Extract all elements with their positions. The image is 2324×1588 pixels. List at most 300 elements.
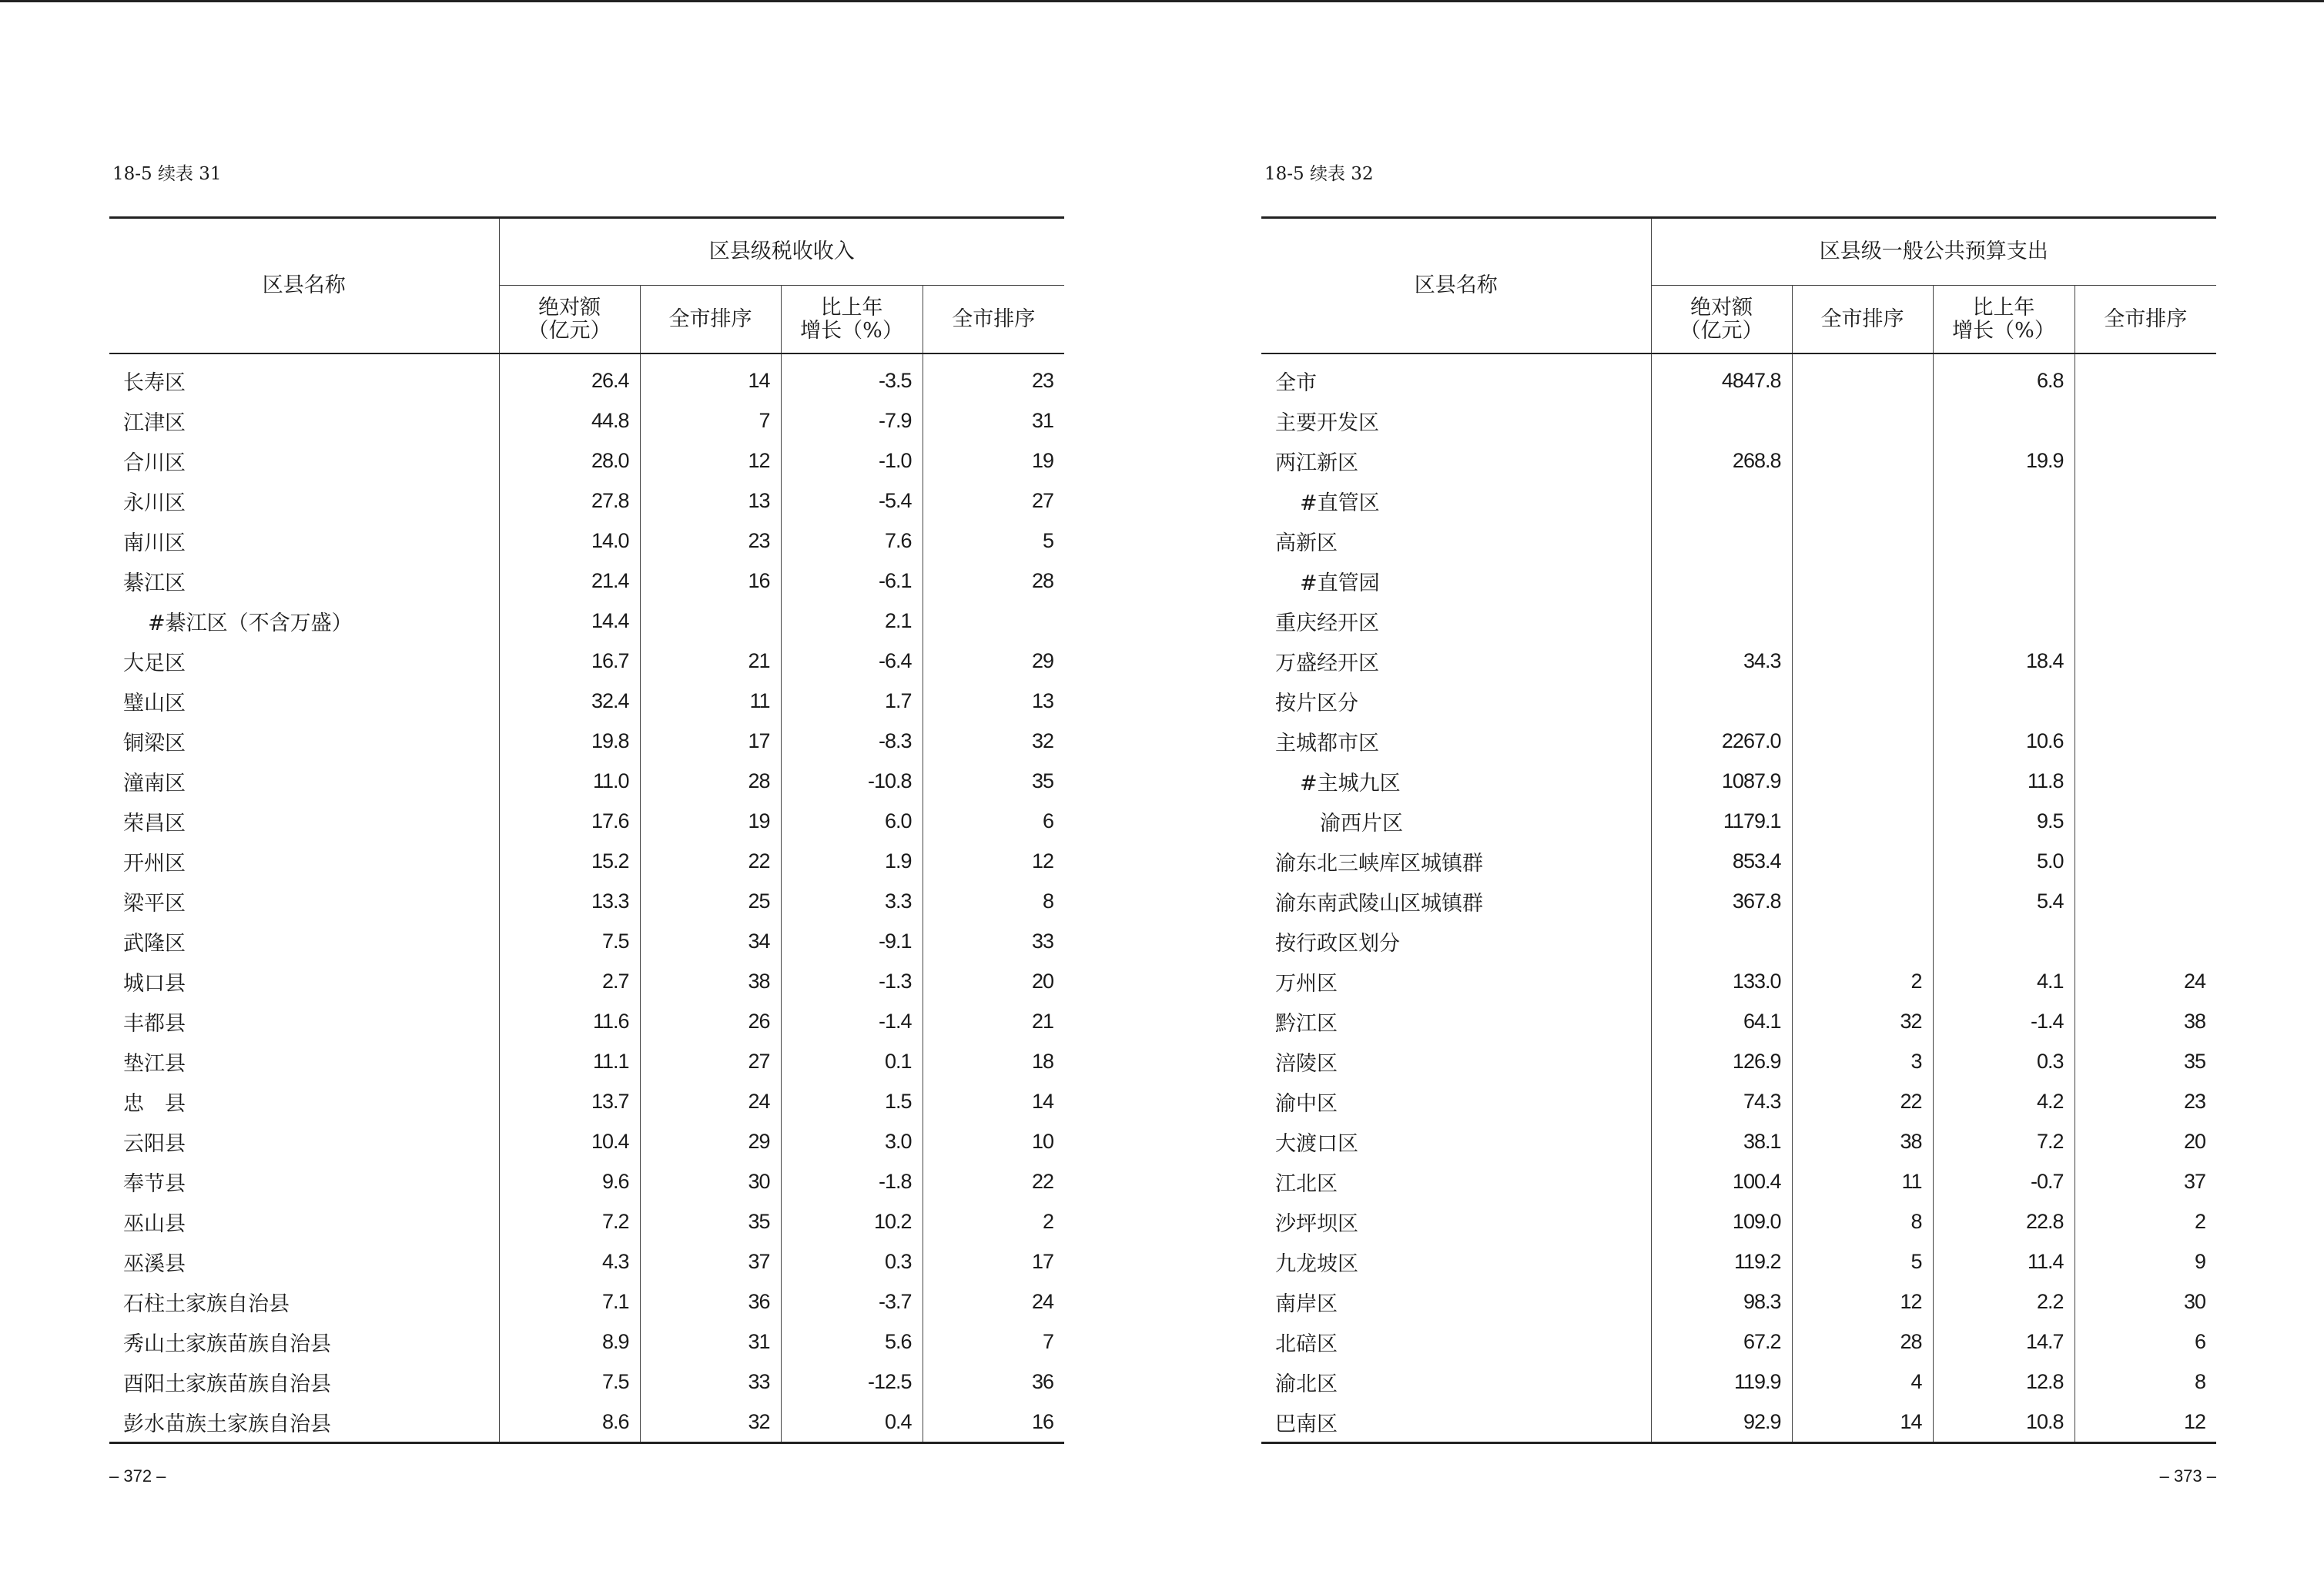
rank-cell: 38 <box>640 961 781 1001</box>
rank-cell: 28 <box>1792 1322 1933 1362</box>
growth-rank-cell <box>2075 761 2216 801</box>
rank-cell <box>1792 353 1933 400</box>
rank-cell: 32 <box>640 1402 781 1443</box>
table-row <box>109 641 1064 681</box>
table-row <box>1261 1081 2216 1121</box>
district-name-cell: 重庆经开区 <box>1275 611 1379 635</box>
table-row <box>109 921 1064 961</box>
growth-rank-cell: 2 <box>2075 1201 2216 1241</box>
right-page <box>1261 0 2216 1588</box>
absolute-amount-cell: 64.1 <box>1651 1001 1792 1041</box>
rank-cell <box>1792 921 1933 961</box>
growth-cell: 7.6 <box>781 521 923 561</box>
growth-cell: 4.2 <box>1933 1081 2075 1121</box>
table-row <box>109 961 1064 1001</box>
table-row <box>1261 921 2216 961</box>
growth-cell: 11.8 <box>1933 761 2075 801</box>
rank-cell <box>1792 601 1933 641</box>
rank-cell <box>1792 521 1933 561</box>
district-name-cell: 江北区 <box>1275 1171 1338 1196</box>
district-name-cell: 巫山县 <box>123 1211 186 1236</box>
absolute-amount-cell: 7.1 <box>499 1281 640 1322</box>
rank-cell: 27 <box>640 1041 781 1081</box>
district-name-cell: 涪陵区 <box>1275 1051 1338 1076</box>
rank-cell: 24 <box>640 1081 781 1121</box>
rank-cell: 34 <box>640 921 781 961</box>
left-page <box>109 0 1064 1588</box>
rank-cell: 12 <box>1792 1281 1933 1322</box>
page-number: – 372 – <box>109 1466 166 1486</box>
growth-cell: -5.4 <box>781 481 923 521</box>
growth-cell: 6.8 <box>1933 353 2075 400</box>
growth-rank-cell <box>2075 353 2216 400</box>
growth-rank-cell: 38 <box>2075 1001 2216 1041</box>
district-name-cell: 九龙坡区 <box>1275 1251 1358 1276</box>
growth-cell: -1.0 <box>781 441 923 481</box>
growth-rank-cell <box>2075 921 2216 961</box>
rank-cell <box>1792 561 1933 601</box>
growth-rank-cell <box>2075 601 2216 641</box>
table-row <box>109 681 1064 721</box>
rank-cell <box>1792 761 1933 801</box>
table-row <box>1261 1322 2216 1362</box>
table-row <box>1261 1362 2216 1402</box>
growth-cell: -1.4 <box>781 1001 923 1041</box>
tax-revenue-table <box>109 216 1064 1444</box>
district-name-cell: 永川区 <box>123 491 186 515</box>
absolute-amount-cell: 2.7 <box>499 961 640 1001</box>
table-row <box>1261 641 2216 681</box>
growth-rank-cell: 33 <box>923 921 1064 961</box>
absolute-amount-cell: 92.9 <box>1651 1402 1792 1443</box>
district-name-cell: 按行政区划分 <box>1275 931 1400 956</box>
district-name-cell: 合川区 <box>123 451 186 475</box>
growth-rank-cell: 10 <box>923 1121 1064 1161</box>
district-name-cell: 主要开发区 <box>1275 410 1379 435</box>
absolute-amount-cell: 268.8 <box>1651 441 1792 481</box>
growth-rank-cell: 28 <box>923 561 1064 601</box>
absolute-amount-cell: 14.0 <box>499 521 640 561</box>
table-row <box>1261 961 2216 1001</box>
growth-rank-cell: 35 <box>2075 1041 2216 1081</box>
district-name-cell: 渝东南武陵山区城镇群 <box>1275 891 1483 916</box>
table-row <box>109 481 1064 521</box>
absolute-amount-cell: 100.4 <box>1651 1161 1792 1201</box>
table-row <box>1261 481 2216 521</box>
table-row <box>1261 400 2216 441</box>
rank-cell: 29 <box>640 1121 781 1161</box>
district-name-cell: 丰都县 <box>123 1011 186 1036</box>
growth-rank-cell <box>2075 481 2216 521</box>
absolute-amount-cell: 13.7 <box>499 1081 640 1121</box>
growth-rank-cell: 37 <box>2075 1161 2216 1201</box>
district-name-cell: 潼南区 <box>123 771 186 796</box>
growth-rank-cell: 24 <box>923 1281 1064 1322</box>
table-caption: 18-5 续表 32 <box>1264 164 1374 184</box>
table-row <box>1261 1001 2216 1041</box>
district-name-cell: 黔江区 <box>1275 1011 1338 1036</box>
district-name-cell: 长寿区 <box>123 370 186 395</box>
column-header-growth-rank: 全市排序 <box>923 286 1064 354</box>
growth-cell: 5.0 <box>1933 841 2075 881</box>
table-row <box>1261 681 2216 721</box>
growth-cell: -0.7 <box>1933 1161 2075 1201</box>
growth-rank-cell: 16 <box>923 1402 1064 1443</box>
rank-cell: 31 <box>640 1322 781 1362</box>
growth-cell: -12.5 <box>781 1362 923 1402</box>
table-row <box>1261 1041 2216 1081</box>
column-header-district-name: 区县名称 <box>109 218 499 354</box>
district-name-cell: 巴南区 <box>1261 1402 1651 1443</box>
district-name-cell: 渝中区 <box>1275 1091 1338 1116</box>
rank-cell: 19 <box>640 801 781 841</box>
district-name-cell: 璧山区 <box>123 691 186 715</box>
rank-cell: 38 <box>1792 1121 1933 1161</box>
table-row <box>109 441 1064 481</box>
table-row <box>109 761 1064 801</box>
absolute-amount-cell: 133.0 <box>1651 961 1792 1001</box>
district-name-cell: 渝西片区 <box>1320 811 1403 836</box>
absolute-amount-cell: 98.3 <box>1651 1281 1792 1322</box>
rank-cell: 8 <box>1792 1201 1933 1241</box>
column-header-rank: 全市排序 <box>1792 286 1933 354</box>
rank-cell: 36 <box>640 1281 781 1322</box>
absolute-amount-cell: 34.3 <box>1651 641 1792 681</box>
absolute-amount-cell <box>1651 400 1792 441</box>
absolute-amount-cell: 15.2 <box>499 841 640 881</box>
rank-cell: 30 <box>640 1161 781 1201</box>
rank-cell: 14 <box>1792 1402 1933 1443</box>
growth-rank-cell: 18 <box>923 1041 1064 1081</box>
district-name-cell: 沙坪坝区 <box>1275 1211 1358 1236</box>
district-name-cell: 两江新区 <box>1275 451 1358 475</box>
rank-cell: 16 <box>640 561 781 601</box>
absolute-amount-cell: 11.0 <box>499 761 640 801</box>
column-group-header: 区县级税收收入 <box>499 218 1064 286</box>
district-name-cell: 万盛经开区 <box>1275 651 1379 675</box>
growth-rank-cell: 2 <box>923 1201 1064 1241</box>
district-name-cell: 城口县 <box>123 971 186 996</box>
district-name-cell: #直管园 <box>1300 571 1380 595</box>
growth-rank-cell: 31 <box>923 400 1064 441</box>
table-row <box>109 841 1064 881</box>
district-name-cell: 垫江县 <box>123 1051 186 1076</box>
column-group-header: 区县级一般公共预算支出 <box>1651 218 2216 286</box>
rank-cell: 35 <box>640 1201 781 1241</box>
table-row <box>1261 761 2216 801</box>
district-name-cell: 巫溪县 <box>123 1251 186 1276</box>
district-name-cell: 石柱土家族自治县 <box>123 1292 290 1316</box>
district-name-cell: 酉阳土家族苗族自治县 <box>123 1372 331 1396</box>
rank-cell <box>1792 881 1933 921</box>
absolute-amount-cell: 38.1 <box>1651 1121 1792 1161</box>
table-row <box>109 561 1064 601</box>
district-name-cell: 主城都市区 <box>1275 731 1379 755</box>
growth-cell: 12.8 <box>1933 1362 2075 1402</box>
absolute-amount-cell <box>1651 481 1792 521</box>
growth-cell: -9.1 <box>781 921 923 961</box>
growth-cell: 7.2 <box>1933 1121 2075 1161</box>
column-header-absolute-amount: 绝对额 （亿元） <box>1651 286 1792 354</box>
district-name-cell: 梁平区 <box>123 891 186 916</box>
column-header-rank: 全市排序 <box>640 286 781 354</box>
absolute-amount-cell: 17.6 <box>499 801 640 841</box>
growth-cell: 14.7 <box>1933 1322 2075 1362</box>
growth-rank-cell <box>2075 400 2216 441</box>
table-row <box>109 1201 1064 1241</box>
absolute-amount-cell: 119.9 <box>1651 1362 1792 1402</box>
table-row <box>109 601 1064 641</box>
table-row <box>1261 353 2216 400</box>
growth-rank-cell <box>2075 721 2216 761</box>
table-row <box>109 1322 1064 1362</box>
rank-cell: 3 <box>1792 1041 1933 1081</box>
rank-cell: 32 <box>1792 1001 1933 1041</box>
absolute-amount-cell: 4.3 <box>499 1241 640 1281</box>
growth-rank-cell: 14 <box>923 1081 1064 1121</box>
district-name-cell: 全市 <box>1275 370 1317 395</box>
growth-rank-cell: 23 <box>2075 1081 2216 1121</box>
rank-cell <box>1792 400 1933 441</box>
table-body <box>109 353 1064 1443</box>
absolute-amount-cell: 8.9 <box>499 1322 640 1362</box>
growth-cell: 6.0 <box>781 801 923 841</box>
absolute-amount-cell: 119.2 <box>1651 1241 1792 1281</box>
absolute-amount-cell: 367.8 <box>1651 881 1792 921</box>
table-row <box>109 721 1064 761</box>
growth-cell: -6.4 <box>781 641 923 681</box>
absolute-amount-cell: 126.9 <box>1651 1041 1792 1081</box>
growth-rank-cell: 29 <box>923 641 1064 681</box>
growth-cell: -3.7 <box>781 1281 923 1322</box>
growth-cell: 10.2 <box>781 1201 923 1241</box>
rank-cell <box>640 601 781 641</box>
table-row <box>109 1161 1064 1201</box>
growth-rank-cell: 24 <box>2075 961 2216 1001</box>
absolute-amount-cell: 28.0 <box>499 441 640 481</box>
growth-rank-cell: 20 <box>923 961 1064 1001</box>
district-name-cell: 渝北区 <box>1275 1372 1338 1396</box>
table-row <box>1261 1281 2216 1322</box>
growth-rank-cell <box>2075 841 2216 881</box>
table-row <box>109 1281 1064 1322</box>
growth-cell <box>1933 481 2075 521</box>
growth-rank-cell: 6 <box>923 801 1064 841</box>
table-row <box>1261 601 2216 641</box>
column-header-growth-rank: 全市排序 <box>2075 286 2216 354</box>
table-body <box>1261 353 2216 1443</box>
district-name-cell: 南岸区 <box>1275 1292 1338 1316</box>
table-row <box>109 1241 1064 1281</box>
growth-rank-cell: 12 <box>923 841 1064 881</box>
table-row <box>1261 1201 2216 1241</box>
district-name-cell: 武隆区 <box>123 931 186 956</box>
absolute-amount-cell: 853.4 <box>1651 841 1792 881</box>
rank-cell <box>1792 441 1933 481</box>
growth-cell: 0.3 <box>1933 1041 2075 1081</box>
growth-rank-cell: 8 <box>923 881 1064 921</box>
growth-cell: -3.5 <box>781 353 923 400</box>
growth-cell: -7.9 <box>781 400 923 441</box>
public-budget-expenditure-table <box>1261 216 2216 1444</box>
absolute-amount-cell: 19.8 <box>499 721 640 761</box>
growth-rank-cell: 32 <box>923 721 1064 761</box>
district-name-cell: 北碚区 <box>1275 1332 1338 1356</box>
growth-rank-cell: 20 <box>2075 1121 2216 1161</box>
table-row <box>1261 721 2216 761</box>
growth-rank-cell <box>2075 641 2216 681</box>
growth-rank-cell <box>2075 561 2216 601</box>
rank-cell: 17 <box>640 721 781 761</box>
growth-cell: 19.9 <box>1933 441 2075 481</box>
absolute-amount-cell: 7.5 <box>499 921 640 961</box>
table-caption: 18-5 续表 31 <box>112 164 222 184</box>
absolute-amount-cell: 8.6 <box>499 1402 640 1443</box>
growth-cell: 5.6 <box>781 1322 923 1362</box>
absolute-amount-cell: 21.4 <box>499 561 640 601</box>
rank-cell: 22 <box>640 841 781 881</box>
growth-rank-cell: 21 <box>923 1001 1064 1041</box>
table-row <box>1261 841 2216 881</box>
absolute-amount-cell: 1087.9 <box>1651 761 1792 801</box>
absolute-amount-cell: 11.1 <box>499 1041 640 1081</box>
district-name-cell: 荣昌区 <box>123 811 186 836</box>
district-name-cell: 按片区分 <box>1275 691 1358 715</box>
growth-rank-cell: 17 <box>923 1241 1064 1281</box>
growth-cell <box>1933 681 2075 721</box>
table-row <box>1261 521 2216 561</box>
table-row <box>1261 1241 2216 1281</box>
absolute-amount-cell: 7.5 <box>499 1362 640 1402</box>
table-row <box>109 1362 1064 1402</box>
growth-rank-cell: 9 <box>2075 1241 2216 1281</box>
absolute-amount-cell: 4847.8 <box>1651 353 1792 400</box>
district-name-cell: 忠 县 <box>123 1091 186 1116</box>
growth-rank-cell: 8 <box>2075 1362 2216 1402</box>
growth-cell <box>1933 921 2075 961</box>
rank-cell: 2 <box>1792 961 1933 1001</box>
growth-rank-cell <box>2075 801 2216 841</box>
district-name-cell: 奉节县 <box>123 1171 186 1196</box>
table-row <box>109 521 1064 561</box>
absolute-amount-cell: 67.2 <box>1651 1322 1792 1362</box>
rank-cell: 26 <box>640 1001 781 1041</box>
rank-cell: 37 <box>640 1241 781 1281</box>
rank-cell: 33 <box>640 1362 781 1402</box>
column-header-growth: 比上年 增长（%） <box>1933 286 2075 354</box>
rank-cell: 12 <box>640 441 781 481</box>
rank-cell: 21 <box>640 641 781 681</box>
district-name-cell: 綦江区 <box>123 571 186 595</box>
growth-cell: 3.0 <box>781 1121 923 1161</box>
rank-cell: 11 <box>1792 1161 1933 1201</box>
rank-cell <box>1792 681 1933 721</box>
growth-rank-cell: 22 <box>923 1161 1064 1201</box>
absolute-amount-cell: 109.0 <box>1651 1201 1792 1241</box>
district-name-cell: 高新区 <box>1275 531 1338 555</box>
table-row <box>109 400 1064 441</box>
table-row <box>109 801 1064 841</box>
absolute-amount-cell: 32.4 <box>499 681 640 721</box>
absolute-amount-cell: 44.8 <box>499 400 640 441</box>
growth-rank-cell: 5 <box>923 521 1064 561</box>
absolute-amount-cell: 16.7 <box>499 641 640 681</box>
growth-rank-cell <box>923 601 1064 641</box>
table-row <box>1261 881 2216 921</box>
page-number: – 373 – <box>2159 1466 2216 1486</box>
growth-cell: -10.8 <box>781 761 923 801</box>
rank-cell: 25 <box>640 881 781 921</box>
table-row <box>1261 1402 2216 1443</box>
growth-rank-cell <box>2075 681 2216 721</box>
district-name-cell: 江津区 <box>123 410 186 435</box>
absolute-amount-cell: 27.8 <box>499 481 640 521</box>
growth-rank-cell: 19 <box>923 441 1064 481</box>
absolute-amount-cell <box>1651 521 1792 561</box>
district-name-cell: 万州区 <box>1275 971 1338 996</box>
growth-rank-cell: 12 <box>2075 1402 2216 1443</box>
growth-cell <box>1933 601 2075 641</box>
growth-rank-cell: 23 <box>923 353 1064 400</box>
growth-rank-cell: 30 <box>2075 1281 2216 1322</box>
rank-cell: 14 <box>640 353 781 400</box>
growth-cell: -8.3 <box>781 721 923 761</box>
growth-cell: 11.4 <box>1933 1241 2075 1281</box>
district-name-cell: 铜梁区 <box>123 731 186 755</box>
absolute-amount-cell: 9.6 <box>499 1161 640 1201</box>
growth-rank-cell: 27 <box>923 481 1064 521</box>
absolute-amount-cell: 1179.1 <box>1651 801 1792 841</box>
growth-cell: 22.8 <box>1933 1201 2075 1241</box>
growth-cell: 2.1 <box>781 601 923 641</box>
absolute-amount-cell <box>1651 921 1792 961</box>
table-row <box>109 1041 1064 1081</box>
growth-cell: 18.4 <box>1933 641 2075 681</box>
column-header-district-name: 区县名称 <box>1261 218 1651 354</box>
growth-cell <box>1933 521 2075 561</box>
district-name-cell: 大渡口区 <box>1275 1131 1358 1156</box>
district-name-cell: 渝东北三峡库区城镇群 <box>1275 851 1483 876</box>
growth-cell: -1.3 <box>781 961 923 1001</box>
table-row <box>109 881 1064 921</box>
growth-cell: 5.4 <box>1933 881 2075 921</box>
district-name-cell: 秀山土家族苗族自治县 <box>123 1332 331 1356</box>
table-row <box>109 353 1064 400</box>
district-name-cell: 南川区 <box>123 531 186 555</box>
growth-rank-cell <box>2075 881 2216 921</box>
growth-cell: -6.1 <box>781 561 923 601</box>
growth-cell <box>1933 400 2075 441</box>
growth-rank-cell: 7 <box>923 1322 1064 1362</box>
growth-rank-cell: 36 <box>923 1362 1064 1402</box>
growth-cell: 0.1 <box>781 1041 923 1081</box>
rank-cell <box>1792 481 1933 521</box>
district-name-cell: 开州区 <box>123 851 186 876</box>
absolute-amount-cell: 10.4 <box>499 1121 640 1161</box>
absolute-amount-cell: 26.4 <box>499 353 640 400</box>
rank-cell: 23 <box>640 521 781 561</box>
district-name-cell: #主城九区 <box>1300 771 1401 796</box>
growth-cell: 9.5 <box>1933 801 2075 841</box>
table-row <box>109 1001 1064 1041</box>
growth-cell: 2.2 <box>1933 1281 2075 1322</box>
rank-cell: 28 <box>640 761 781 801</box>
absolute-amount-cell: 14.4 <box>499 601 640 641</box>
growth-rank-cell: 6 <box>2075 1322 2216 1362</box>
growth-cell <box>1933 561 2075 601</box>
growth-cell: 1.9 <box>781 841 923 881</box>
column-header-growth: 比上年 增长（%） <box>781 286 923 354</box>
